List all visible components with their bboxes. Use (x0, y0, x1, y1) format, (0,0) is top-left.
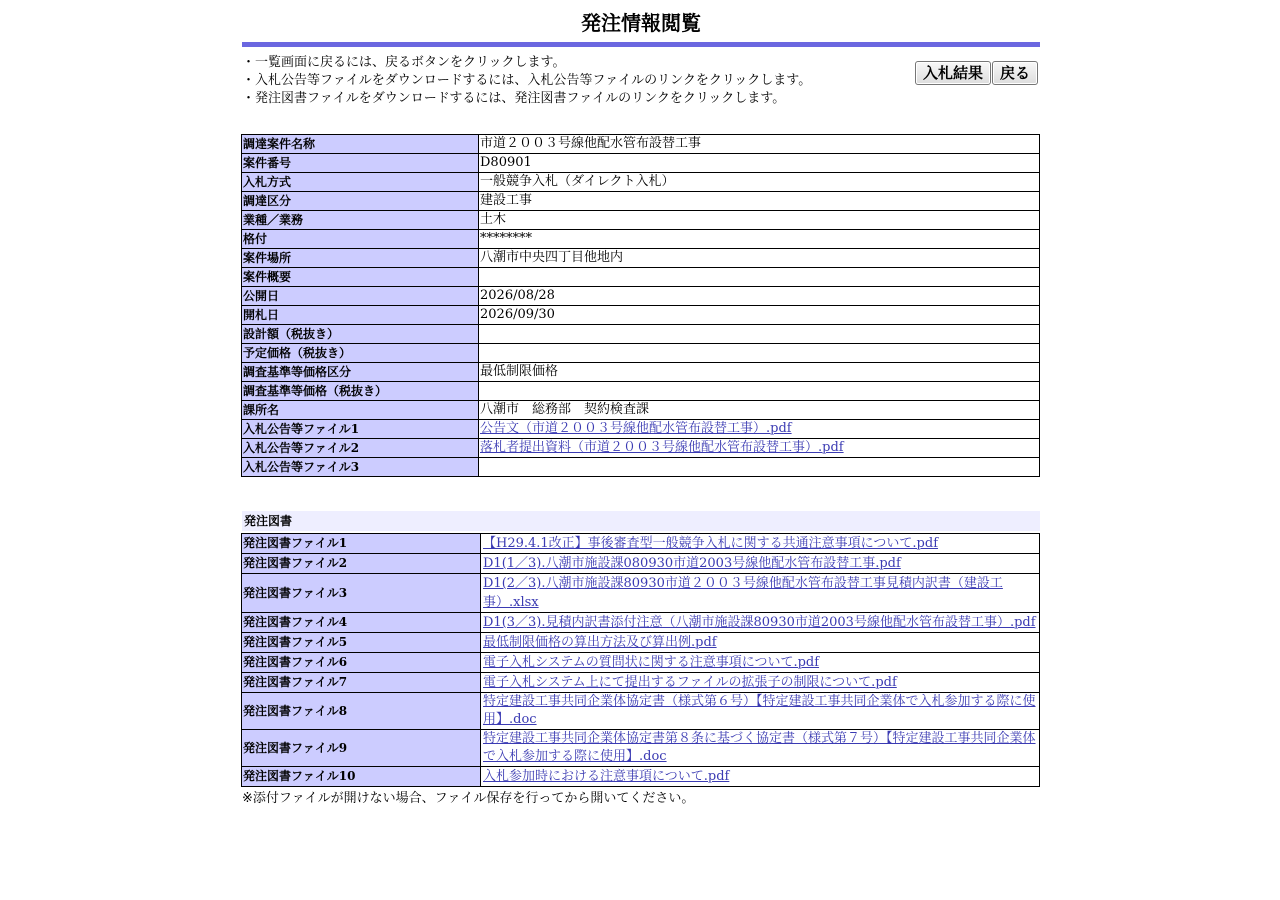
table-row (242, 554, 1040, 574)
field-label: 入札方式 (242, 173, 479, 192)
field-label: 入札公告等ファイル2 (242, 439, 479, 458)
doc-file-link[interactable]: 最低制限価格の算出方法及び算出例.pdf (483, 635, 717, 650)
table-row (242, 154, 1040, 173)
table-row (242, 534, 1040, 554)
field-label: 格付 (242, 230, 479, 249)
field-label: 開札日 (242, 306, 479, 325)
instruction-line: ・発注図書ファイルをダウンロードするには、発注図書ファイルのリンクをクリックします。 (242, 91, 786, 106)
page-title: 発注情報閲覧 (581, 11, 701, 35)
doc-file-link[interactable]: D1(3／3).見積内訳書添付注意（八潮市施設課80930市道2003号線他配水管布設替工事）.pdf (483, 615, 1036, 630)
doc-file-link[interactable]: D1(1／3).八潮市施設課080930市道2003号線他配水管布設替工事.pdf (483, 556, 901, 571)
table-row (242, 382, 1040, 401)
page (242, 0, 1040, 808)
field-label: 調査基準等価格区分 (242, 363, 479, 382)
doc-label: 発注図書ファイル6 (242, 653, 481, 673)
field-label: 案件番号 (242, 154, 479, 173)
table-row (242, 767, 1040, 787)
field-label: 予定価格（税抜き） (242, 344, 479, 363)
doc-label: 発注図書ファイル1 (242, 534, 481, 554)
field-value: ******** (479, 230, 1040, 249)
table-row (242, 458, 1040, 477)
table-row (242, 287, 1040, 306)
doc-file-link[interactable]: 電子入札システムの質問状に関する注意事項について.pdf (483, 655, 820, 670)
table-row (242, 693, 1040, 730)
field-label: 入札公告等ファイル3 (242, 458, 479, 477)
doc-label: 発注図書ファイル4 (242, 613, 481, 633)
field-value: 2026/08/28 (479, 287, 1040, 306)
table-row (242, 306, 1040, 325)
table-row (242, 211, 1040, 230)
field-value: 2026/09/30 (479, 306, 1040, 325)
table-row (242, 230, 1040, 249)
order-info-table (241, 134, 1040, 477)
table-row (242, 730, 1040, 767)
instructions (242, 54, 1040, 114)
title-divider (242, 42, 1040, 47)
table-row (242, 633, 1040, 653)
table-row (242, 574, 1040, 613)
table-row (242, 249, 1040, 268)
table-row (242, 420, 1040, 439)
field-value: 八潮市中央四丁目他地内 (479, 249, 1040, 268)
doc-file-link[interactable]: 特定建設工事共同企業体協定書第８条に基づく協定書（様式第７号）【特定建設工事共同企業体で入札参加する際に使用】.doc (483, 731, 1036, 764)
notice-file-link[interactable]: 公告文（市道２００３号線他配水管布設替工事）.pdf (480, 421, 792, 436)
doc-file-link[interactable]: 電子入札システム上にて提出するファイルの拡張子の制限について.pdf (483, 675, 897, 690)
field-label: 課所名 (242, 401, 479, 420)
table-row (242, 325, 1040, 344)
field-label: 入札公告等ファイル1 (242, 420, 479, 439)
table-row (242, 401, 1040, 420)
doc-label: 発注図書ファイル9 (242, 730, 481, 767)
doc-label: 発注図書ファイル10 (242, 767, 481, 787)
table-row (242, 268, 1040, 287)
field-value (479, 325, 1040, 344)
bid-results-button[interactable]: 入札結果 (915, 61, 991, 85)
table-row (242, 135, 1040, 154)
field-label: 調査基準等価格（税抜き） (242, 382, 479, 401)
field-label: 業種／業務 (242, 211, 479, 230)
doc-file-link[interactable]: 【H29.4.1改正】事後審査型一般競争入札に関する共通注意事項について.pdf (483, 536, 939, 551)
table-row (242, 439, 1040, 458)
instruction-line: ・入札公告等ファイルをダウンロードするには、入札公告等ファイルのリンクをクリックします。 (242, 73, 812, 88)
doc-label: 発注図書ファイル7 (242, 673, 481, 693)
back-button[interactable]: 戻る (992, 61, 1038, 85)
table-row (242, 653, 1040, 673)
doc-label: 発注図書ファイル2 (242, 554, 481, 574)
field-label: 調達案件名称 (242, 135, 479, 154)
table-row (242, 344, 1040, 363)
table-row (242, 173, 1040, 192)
field-value (479, 382, 1040, 401)
table-row (242, 192, 1040, 211)
doc-file-link[interactable]: D1(2／3).八潮市施設課80930市道２００３号線他配水管布設替工事見積内訳書（建設工事）.xlsx (483, 576, 1003, 610)
footnote: ※添付ファイルが開けない場合、ファイル保存を行ってから開いてください。 (242, 791, 695, 806)
order-docs-table (241, 533, 1040, 787)
table-row (242, 613, 1040, 633)
field-value: 最低制限価格 (479, 363, 1040, 382)
doc-label: 発注図書ファイル8 (242, 693, 481, 730)
field-value (479, 458, 1040, 477)
field-label: 調達区分 (242, 192, 479, 211)
table-row (242, 673, 1040, 693)
doc-file-link[interactable]: 特定建設工事共同企業体協定書（様式第６号）【特定建設工事共同企業体で入札参加する際に使用】.doc (483, 694, 1036, 727)
field-value (479, 268, 1040, 287)
field-label: 案件概要 (242, 268, 479, 287)
doc-file-link[interactable]: 入札参加時における注意事項について.pdf (483, 769, 730, 784)
field-value: 八潮市 総務部 契約検査課 (479, 401, 1040, 420)
doc-label: 発注図書ファイル5 (242, 633, 481, 653)
field-value: D80901 (479, 154, 1040, 173)
field-label: 案件場所 (242, 249, 479, 268)
field-value: 一般競争入札（ダイレクト入札） (479, 173, 1040, 192)
docs-heading: 発注図書 (242, 511, 1040, 531)
doc-label: 発注図書ファイル3 (242, 574, 481, 613)
field-label: 公開日 (242, 287, 479, 306)
field-value: 土木 (479, 211, 1040, 230)
table-row (242, 363, 1040, 382)
notice-file-link[interactable]: 落札者提出資料（市道２００３号線他配水管布設替工事）.pdf (480, 440, 844, 455)
field-value: 建設工事 (479, 192, 1040, 211)
field-value: 市道２００３号線他配水管布設替工事 (479, 135, 1040, 154)
field-value (479, 344, 1040, 363)
action-buttons (914, 61, 1038, 85)
field-label: 設計額（税抜き） (242, 325, 479, 344)
instruction-line: ・一覧画面に戻るには、戻るボタンをクリックします。 (242, 55, 566, 70)
